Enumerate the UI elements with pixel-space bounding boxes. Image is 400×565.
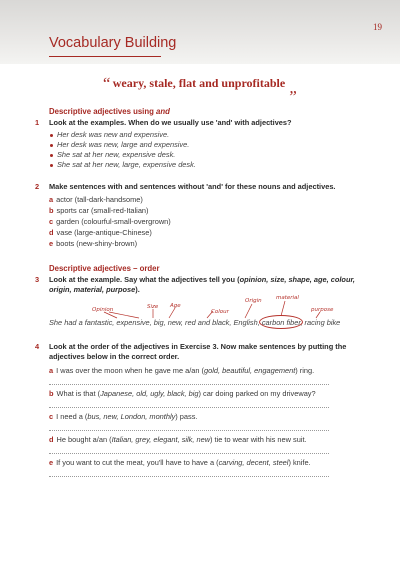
- answer-line[interactable]: [49, 422, 329, 431]
- question-text: Make sentences with and sentences without 'and' for these nouns and adjectives.: [49, 182, 336, 191]
- question-number: 2: [35, 182, 40, 191]
- handwritten-annotations: [49, 297, 378, 317]
- part-and-adjectives: [0, 106, 400, 249]
- list-item: Her desk was new and expensive.: [49, 130, 378, 140]
- annotation-label: Size: [147, 304, 159, 310]
- subheading-and: Descriptive adjectives using and: [49, 107, 170, 116]
- header-rule: [49, 56, 161, 57]
- list-item: a I was over the moon when he gave me a/an (gold, beautiful, engagement) ring.: [49, 366, 315, 375]
- circle-annotation: [259, 315, 303, 329]
- list-item: c I need a (bus, new, London, monthly) pass.: [49, 412, 198, 421]
- question-text: Look at the order of the adjectives in Exercise 3. Now make sentences by putting the adjectives below in the correct order.: [49, 342, 347, 361]
- answer-line[interactable]: [49, 445, 329, 454]
- list-item: d vase (large-antique-Chinese): [49, 228, 152, 237]
- part-adjective-order: [0, 263, 400, 477]
- list-item: Her desk was new, large and expensive.: [49, 140, 378, 150]
- annotation-label: Age: [170, 303, 181, 309]
- arrow-origin: [245, 304, 252, 318]
- quote-text: weary, stale, flat and unprofitable: [112, 76, 286, 90]
- annotation-label: Origin: [245, 298, 262, 304]
- exercise-content: [0, 106, 400, 481]
- question-3: 3 Look at the example. Say what the adjectives tell you (opinion, size, shape, age, colour, origin, material, purpose).: [35, 275, 355, 294]
- answer-line[interactable]: [49, 468, 329, 477]
- exercise-4-items: [49, 366, 378, 477]
- list-item: e boots (new-shiny-brown): [49, 239, 138, 248]
- list-item: She sat at her new, large, expensive desk.: [49, 160, 378, 170]
- header-band: [0, 0, 400, 64]
- annotation-label: material: [276, 295, 299, 301]
- annotation-label: purpose: [311, 307, 334, 313]
- annotation-label: Opinion: [92, 307, 114, 313]
- question-4: [35, 342, 378, 362]
- example-list: [49, 130, 378, 170]
- open-quote-mark: “: [101, 74, 111, 93]
- subheading-order: Descriptive adjectives – order: [49, 264, 160, 273]
- list-item: b What is that (Japanese, old, ugly, black, big) car doing parked on my driveway?: [49, 389, 316, 398]
- question-number: 3: [35, 275, 40, 284]
- question-number: 1: [35, 118, 40, 127]
- list-item: b sports car (small-red-Italian): [49, 206, 149, 215]
- page-number: 19: [373, 22, 382, 32]
- arrow-material: [281, 301, 285, 316]
- question-1: [35, 118, 378, 128]
- answer-line[interactable]: [49, 399, 329, 408]
- annotation-arrows: [49, 297, 378, 319]
- answer-line[interactable]: [49, 376, 329, 385]
- close-quote-mark: „: [289, 78, 299, 97]
- list-item: c garden (colourful-small-overgrown): [49, 217, 171, 226]
- list-item: a actor (tall-dark-handsome): [49, 195, 143, 204]
- example-sentence: She had a fantastic, expensive, big, new, red and black, English, carbon fiber, racing bike: [49, 317, 378, 328]
- annotation-label: Colour: [211, 309, 229, 315]
- section-title: Vocabulary Building: [49, 35, 177, 51]
- question-2: [35, 182, 378, 192]
- epigraph-quote: [0, 74, 400, 98]
- question-text: Look at the examples. When do we usually use 'and' with adjectives?: [49, 118, 292, 127]
- noun-list: [49, 194, 378, 249]
- list-item: She sat at her new, expensive desk.: [49, 150, 378, 160]
- list-item: e If you want to cut the meat, you'll have to have a (carving, decent, steel) knife.: [49, 458, 311, 467]
- question-number: 4: [35, 342, 40, 351]
- list-item: d He bought a/an (Italian, grey, elegant, silk, new) tie to wear with his new suit.: [49, 435, 307, 444]
